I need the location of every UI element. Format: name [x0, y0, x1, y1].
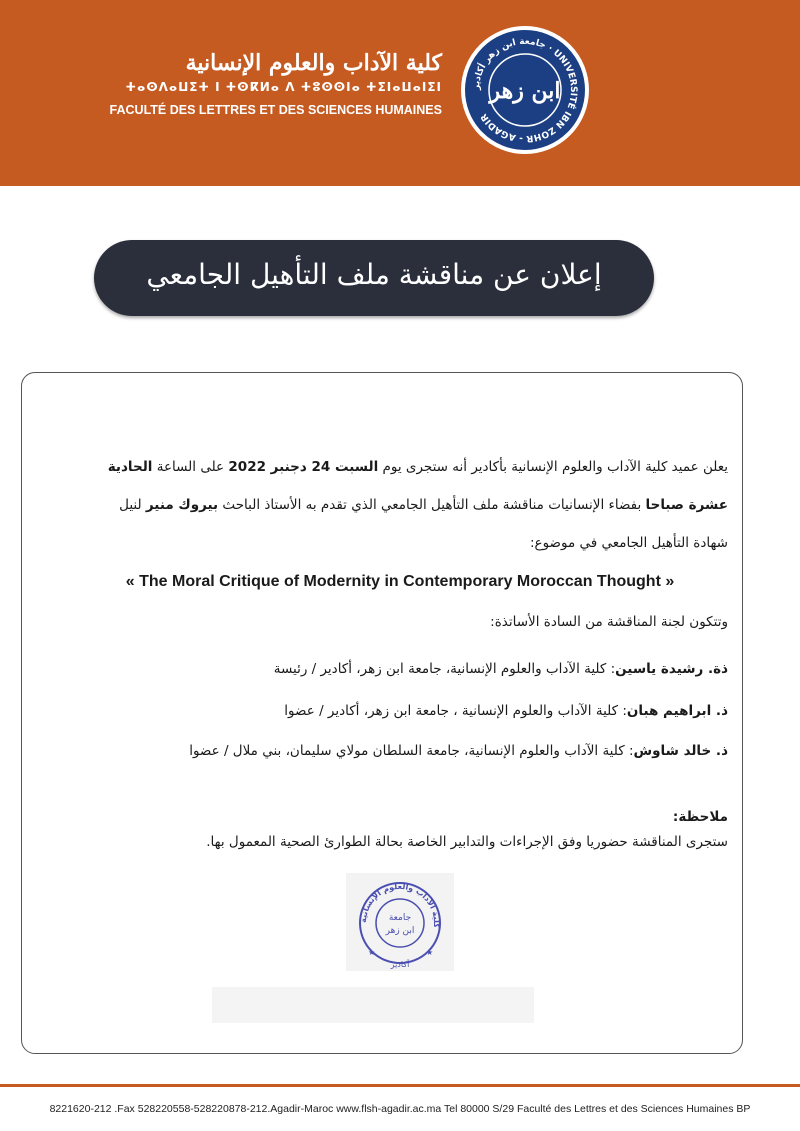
member-name: خالد شاوش — [633, 743, 712, 759]
thesis-title: « The Moral Critique of Modernity in Contemporary Moroccan Thought » — [125, 573, 675, 590]
member-name: ابراهيم هبان — [626, 703, 712, 719]
signature-area — [212, 987, 534, 1023]
defense-hour-cont: عشرة صباحا — [645, 497, 728, 513]
committee-member-2: ذ. ابراهيم هبان: كلية الآداب والعلوم الإنسانية ، جامعة ابن زهر، أكادير / عضوا — [284, 703, 728, 719]
university-logo — [461, 26, 589, 154]
footer-contact: 8221620-212 .Fax 528220558-528220878-212.Agadir-Maroc www.flsh-agadir.ac.ma Tel 80000 S/29 Faculté des Lettres et des Sciences Humaines BP — [49, 1103, 751, 1115]
committee-member-3: ذ. خالد شاوش: كلية الآداب والعلوم الإنسانية، جامعة السلطان مولاي سليمان، بني ملال / عضوا — [189, 743, 728, 759]
paragraph-line-1: يعلن عميد كلية الآداب والعلوم الإنسانية بأكادير أنه ستجرى يوم السبت 24 دجنبر 2022 على الساعة الحادية — [107, 459, 728, 475]
announcement-paragraph — [40, 448, 728, 562]
committee-member-1: ذة. رشيدة ياسين: كلية الآداب والعلوم الإنسانية، جامعة ابن زهر، أكادير / رئيسة — [273, 661, 728, 677]
header-banner — [0, 0, 800, 186]
faculty-name-french: FACULTÉ DES LETTRES ET DES SCIENCES HUMAINES — [109, 103, 442, 117]
faculty-name-arabic: كلية الآداب والعلوم الإنسانية — [185, 50, 442, 76]
defense-hour: الحادية — [107, 459, 153, 475]
member-name: رشيدة ياسين — [615, 661, 704, 677]
stamp-ring-text: كلية الآداب والعلوم الإنسانية — [358, 881, 442, 929]
announcement-title: إعلان عن مناقشة ملف التأهيل الجامعي — [146, 258, 602, 291]
paragraph-line-3: شهادة التأهيل الجامعي في موضوع: — [529, 535, 728, 551]
stamp-star-icon: ★ — [426, 948, 434, 957]
stamp-bottom-text: أكادير — [390, 960, 410, 969]
defense-date: السبت 24 دجنبر 2022 — [228, 459, 379, 475]
logo-ring-text: جامعة ابن زهر أكادير · UNIVERSITÉ IBN ZOHR - AGADIR — [471, 36, 579, 144]
official-stamp — [346, 873, 454, 971]
logo-center-text: ابن زهر — [489, 78, 561, 104]
stamp-center-line-1: جامعة — [388, 913, 412, 923]
paragraph-line-2: عشرة صباحا بفضاء الإنسانيات مناقشة ملف التأهيل الجامعي الذي تقدم به الأستاذ الباحث بيروك منير لنيل — [119, 497, 728, 513]
note-label: ملاحظة: — [672, 809, 728, 825]
note-text: ستجرى المناقشة حضوريا وفق الإجراءات والتدابير الخاصة بحالة الطوارئ الصحية المعمول بها. — [206, 834, 728, 850]
committee-intro: وتتكون لجنة المناقشة من السادة الأساتذة: — [490, 614, 728, 630]
faculty-name-tifinagh: ⵜⴰⵙⴷⴰⵡⵉⵜ ⵏ ⵜⵙⴽⵍⴰ ⴷ ⵜⵓⵙⵙⵏⴰ ⵜⵉⵏⴰⵡⴰⵏⵉⵏ — [125, 80, 442, 94]
stamp-center-line-2: ابن زهر — [385, 926, 415, 936]
candidate-name: بيروك منير — [145, 497, 219, 513]
footer-divider — [0, 1084, 800, 1087]
announcement-title-banner — [94, 240, 654, 316]
stamp-star-icon: ★ — [368, 948, 376, 957]
